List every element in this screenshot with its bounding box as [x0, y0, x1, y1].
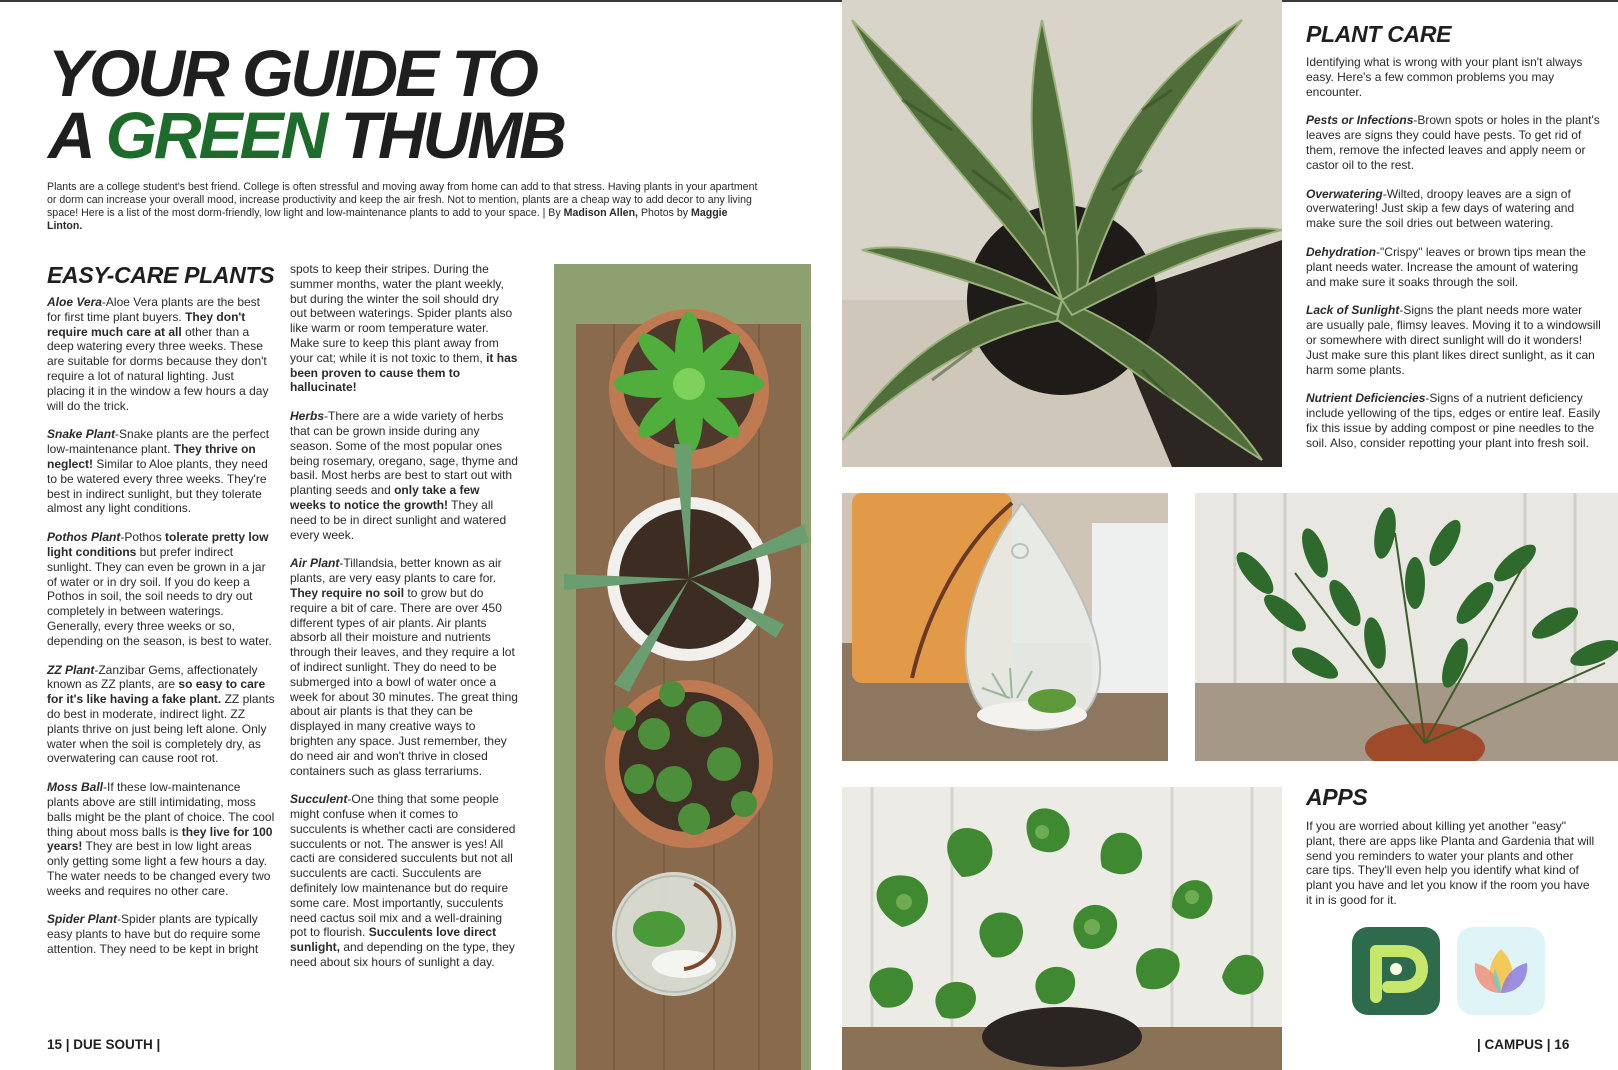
- entry-text: -One thing that some people might confuse when it comes to succulents is whether cacti are considered succulents or not. The answer is yes! All cacti are considered succulents but not all succulents are cacti. Succulents are definitely low maintenance but do require some care. Most importantly, succulents need cactus soil mix and a well-draining pot to flourish.: [290, 792, 516, 940]
- title-word-green: GREEN: [105, 98, 326, 172]
- gardenia-app-icon[interactable]: [1457, 927, 1545, 1015]
- easy-care-column-2: [290, 262, 518, 984]
- entry-text: -Brown spots or holes in the plant's leaves are signs they could have pests. To get rid of them, remove the infected leaves and apply neem or castor oil to the rest.: [1306, 113, 1600, 172]
- entry-text: Similar to Aloe plants, they need to be watered every three weeks. They're best in indirect sunlight, but they tolerate almost any light conditions.: [47, 456, 268, 516]
- entry-text: They all need to be in direct sunlight and watered every week.: [290, 497, 507, 542]
- entry-text: -Signs the plant needs more water are usually pale, flimsy leaves. Moving it to a windowsill or somewhere with direct sunlight will do it wonders! Just make sure this plant likes direct sunlight, as it can harm some plants.: [1306, 303, 1601, 377]
- entry-term: Pests or Infections: [1306, 113, 1414, 128]
- entry-highlight: They thrive on neglect!: [47, 442, 256, 471]
- entry-text: other than a deep watering every three weeks. These are suitable for dorms because they don't require a lot of natural lighting. Just placing it in the window a few hours a day will do the trick.: [47, 324, 269, 413]
- easy-care-column-1: [47, 295, 275, 971]
- entry-text: They are best in low light areas only getting some light a few hours a day. The water needs to be changed every two weeks and requires no other care.: [47, 839, 271, 898]
- entry-text: spots to keep their stripes. During the summer months, water the plant weekly, but during the winter the soil should dry out between waterings. Spider plants also like warm or room temperature water. Make sure to keep this plant away from your cat; while it is not toxic to them,: [290, 262, 513, 365]
- entry-text: -Zanzibar Gems, affectionately known as ZZ plants, are: [47, 662, 258, 692]
- pothos-entry: [47, 530, 275, 648]
- entry-term: ZZ Plant: [47, 662, 95, 677]
- nutrient-deficiencies-entry: [1306, 391, 1601, 450]
- succulent-entry: [290, 792, 518, 970]
- entry-highlight: it has been proven to cause them to hallucinate!: [290, 350, 518, 395]
- air-plant-entry: [290, 556, 518, 778]
- title-line-1: YOUR GUIDE TO: [48, 36, 536, 110]
- entry-text: -Spider plants are typically easy plants to have but do require some attention. They need to be kept in bright: [47, 912, 261, 957]
- entry-text: but prefer indirect sunlight. They can even be grown in a jar of water or in dry soil. If you do keep a Pothos in soil, the soil needs to dry out completely in between waterings. Generally, every three weeks or so, depending on the season, is best to water.: [47, 544, 272, 648]
- entry-text: -Tillandsia, better known as air plants, are very easy plants to care for.: [290, 556, 502, 586]
- entry-term: Succulent: [290, 792, 348, 807]
- easy-care-heading: EASY-CARE PLANTS: [47, 262, 275, 288]
- apps-heading: APPS: [1306, 784, 1368, 810]
- photographer-name: Maggie Linton.: [47, 207, 728, 232]
- gardenia-lotus-icon: [1457, 927, 1545, 1015]
- entry-text: ZZ plants do best in moderate, indirect light. ZZ plants thrive on just being left alone. Only water when the soil is completely dry, as overwatering can cause root rot.: [47, 692, 275, 766]
- photos-by-label: Photos by: [640, 207, 689, 219]
- aloe-vera-entry: [47, 295, 275, 413]
- lack-of-sunlight-entry: [1306, 303, 1601, 377]
- entry-term: Moss Ball: [47, 780, 104, 795]
- page-title: [48, 36, 608, 172]
- photo-zz-plant: [1195, 493, 1618, 761]
- entry-text: -"Crispy" leaves or brown tips mean the plant needs water. Increase the amount of watering and make sure it soaks through the soil.: [1306, 244, 1586, 289]
- zz-plant-entry: [47, 663, 275, 767]
- intro-paragraph: [47, 181, 762, 233]
- entry-term: Pothos Plant: [47, 530, 121, 545]
- author-name: Madison Allen,: [563, 207, 638, 219]
- entry-term: Nutrient Deficiencies: [1306, 391, 1426, 406]
- photo-snake-plant: [842, 0, 1282, 467]
- entry-term: Air Plant: [290, 556, 340, 571]
- entry-highlight: tolerate pretty low light conditions: [47, 530, 269, 559]
- overwatering-entry: [1306, 187, 1601, 231]
- entry-term: Lack of Sunlight: [1306, 303, 1400, 318]
- spider-plant-entry: [47, 912, 275, 956]
- apps-text: If you are worried about killing yet another "easy" plant, there are apps like Planta and Gardenia that will send you reminders to water your plants and other care tips. They'll even help you identify what kind of plant you have and let you know if the room you have it in is good for it.: [1306, 819, 1595, 907]
- entry-highlight: so easy to care for it's like having a fake plant.: [47, 677, 266, 707]
- plant-care-heading: PLANT CARE: [1306, 21, 1452, 47]
- intro-text: Plants are a college student's best friend. College is often stressful and moving away from home can add to that stress. Having plants in your apartment or dorm can increase your overall mood, increase productivity and keep the air fresh. Not to mention, plants are a cheap way to add decor to any living space! Here is a list of the most dorm-friendly, low light and low-maintenance plants to add to your space. | By: [47, 181, 758, 219]
- entry-text: -Pothos: [120, 530, 162, 545]
- entry-term: Herbs: [290, 409, 325, 424]
- entry-term: Dehydration: [1306, 244, 1377, 259]
- snake-plant-entry: [47, 427, 275, 516]
- photo-plant-row: [554, 264, 811, 1070]
- entry-text: and depending on the type, they need about six hours of sunlight a day.: [290, 940, 515, 970]
- entry-highlight: They require no soil: [290, 585, 405, 600]
- planta-app-icon[interactable]: [1352, 927, 1440, 1015]
- entry-term: Snake Plant: [47, 427, 116, 442]
- photo-pothos: [842, 787, 1282, 1070]
- entry-text: -Aloe Vera plants are the best for first time plant buyers.: [47, 295, 261, 324]
- right-folio: | CAMPUS | 16: [1477, 1037, 1570, 1052]
- entry-term: Spider Plant: [47, 912, 118, 927]
- herbs-entry: [290, 409, 518, 542]
- entry-text: -Wilted, droopy leaves are a sign of overwatering! Just skip a few days of watering and make sure the soil dries out between watering.: [1306, 186, 1575, 231]
- entry-highlight: Succulents love direct sunlight,: [290, 925, 497, 955]
- entry-text: -Signs of a nutrient deficiency include yellowing of the tips, edges or entire leaf. Easily fix this issue by adding compost or pine needles to the soil. Also, consider repotting your plant into fresh soil.: [1306, 391, 1601, 450]
- left-folio: 15 | DUE SOUTH |: [47, 1037, 161, 1052]
- dehydration-entry: [1306, 245, 1601, 289]
- entry-highlight: only take a few weeks to notice the growth!: [290, 483, 480, 512]
- title-line-2: [48, 98, 608, 172]
- entry-text: -There are a wide variety of herbs that can be grown inside during any season. Some of the most popular ones being rosemary, oregano, sage, thyme and basil. Most herbs are best to start out with planting seeds and: [290, 409, 518, 498]
- planta-logo-icon: [1352, 927, 1440, 1015]
- plant-care-intro: Identifying what is wrong with your plant isn't always easy. Here's a few common problems you may encounter.: [1306, 55, 1583, 99]
- entry-text: -If these low-maintenance plants above are still intimidating, moss balls might be the plant of choice. The cool thing about moss balls is: [47, 780, 275, 839]
- entry-term: Overwatering: [1306, 186, 1383, 201]
- moss-ball-entry: [47, 780, 275, 898]
- photo-air-plant-terrarium: [842, 493, 1168, 761]
- top-rule: [0, 0, 1618, 2]
- entry-text: -Snake plants are the perfect low-maintenance plant.: [47, 427, 270, 457]
- pests-entry: [1306, 113, 1601, 172]
- entry-text: to grow but do require a bit of care. There are over 450 different types of air plants. Air plants absorb all their moisture and nutrients through their leaves, and they require a lot of indirect sunlight. They do need to be submerged into a bowl of water once a week for about 30 minutes. The great thing about air plants is that they can be displayed in many creative ways to brighten any space. Just remember, they do need air and won't thrive in closed containers such as glass terrariums.: [290, 585, 518, 778]
- title-word-thumb: THUMB: [340, 98, 564, 172]
- entry-highlight: They don't require much care at all: [47, 309, 246, 339]
- spider-plant-continued: [290, 262, 518, 395]
- plant-care-column: [1306, 55, 1601, 465]
- title-word-a: A: [48, 98, 91, 172]
- entry-term: Aloe Vera: [47, 295, 102, 309]
- entry-highlight: they live for 100 years!: [47, 824, 273, 854]
